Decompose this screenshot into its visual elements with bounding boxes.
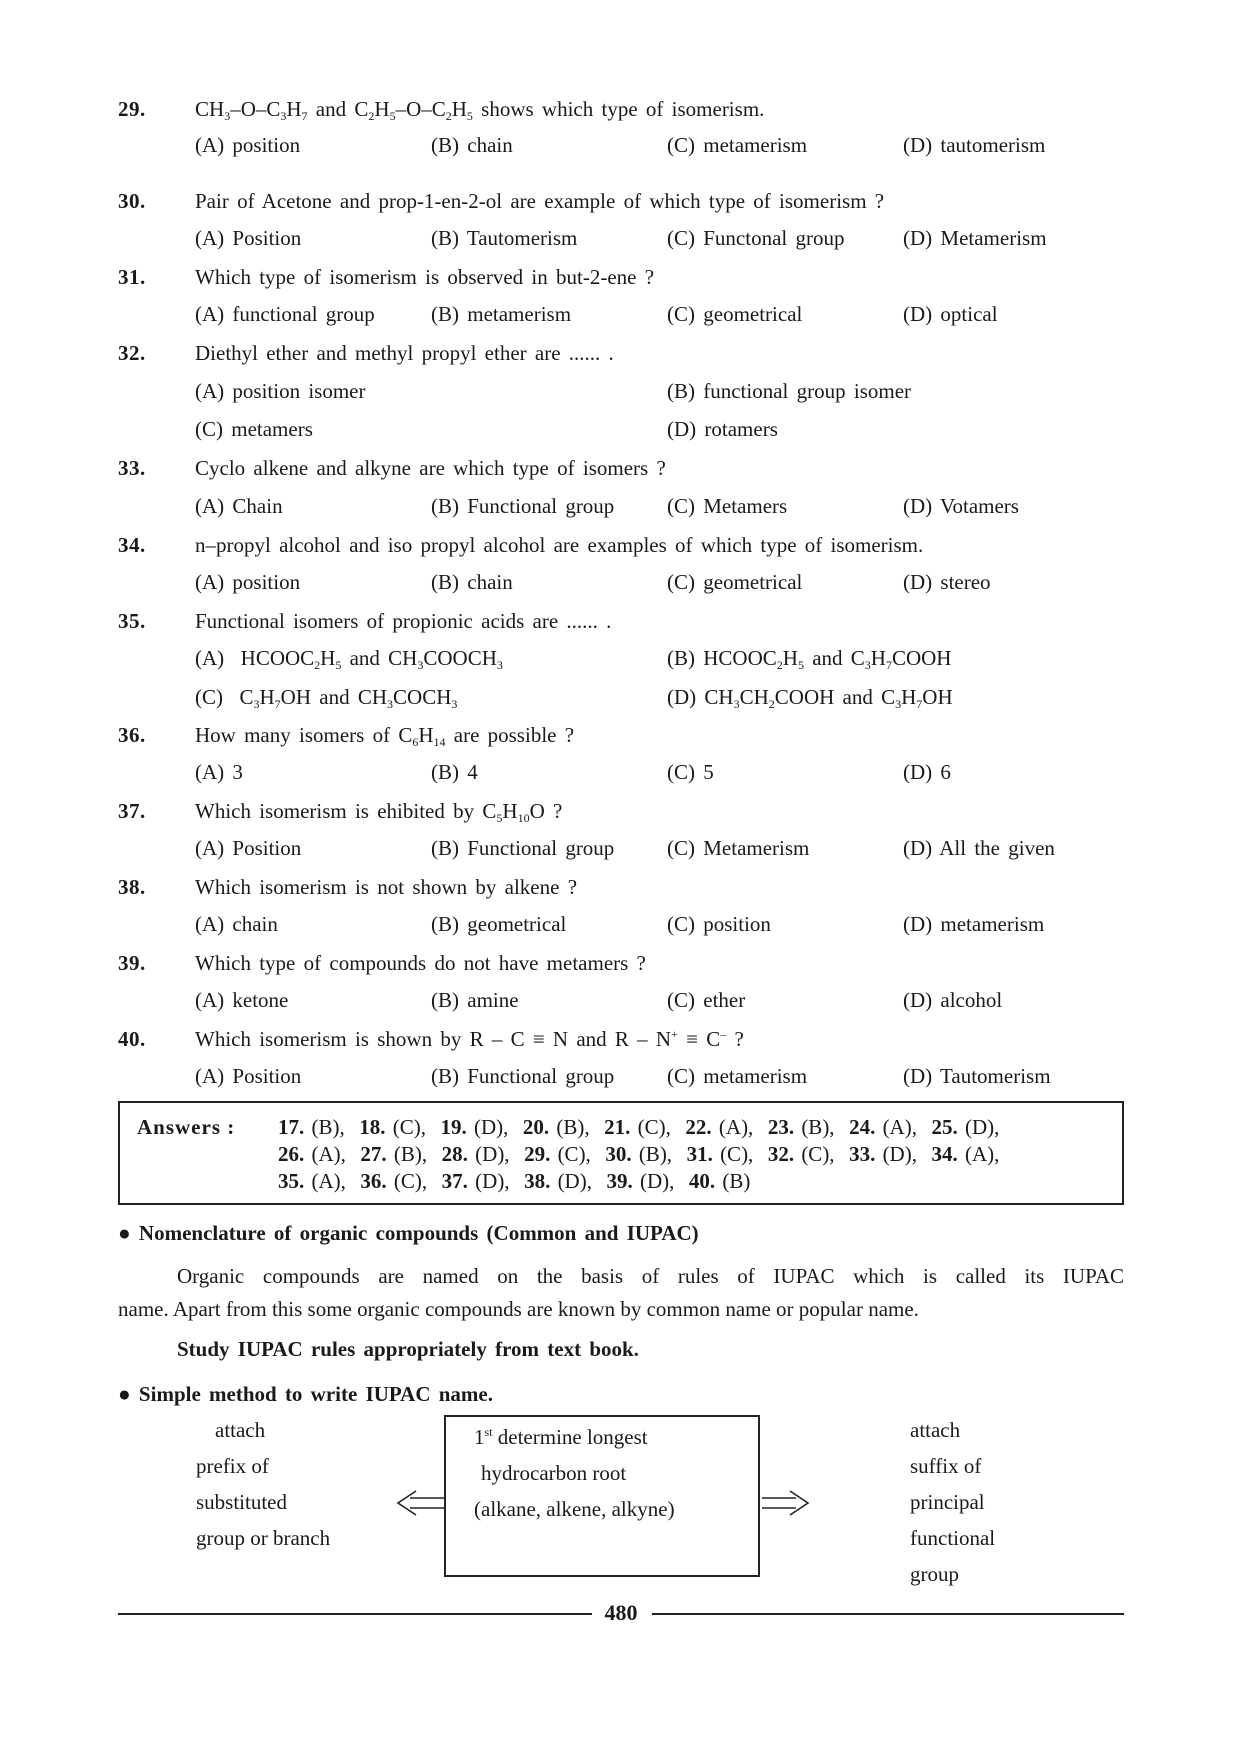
question-number: 39. [118,951,146,975]
question-number: 33. [118,456,146,480]
option-d: (D) alcohol [903,988,1003,1012]
question-text: Pair of Acetone and prop-1-en-2-ol are example of which type of isomerism ? [195,189,885,213]
options-32-row1 [195,381,1130,407]
answers-label: Answers : [137,1115,236,1139]
answer-item: 28. (D), [441,1142,510,1166]
answer-item: 18. (C), [359,1115,426,1139]
answer-item: 35. (A), [278,1169,346,1193]
option-c: (C) geometrical [667,570,803,594]
option-d: (D) Metamerism [903,226,1047,250]
option-c: (C) position [667,912,771,936]
question-text: n–propyl alcohol and iso propyl alcohol are examples of which type of isomerism. [195,533,924,557]
option-a: (A) position [195,570,301,594]
answer-item: 40. (B) [688,1169,751,1193]
question-number: 37. [118,799,146,823]
option-a: (A) position [195,133,301,157]
answer-item: 23. (B), [767,1115,835,1139]
answer-item: 36. (C), [360,1169,428,1193]
section-heading-nomenclature: ● Nomenclature of organic compounds (Common and IUPAC) [118,1221,699,1245]
question-number: 31. [118,265,146,289]
option-b: (B) Functional group [431,1064,615,1088]
option-a: (A) Position [195,226,302,250]
question-number: 38. [118,875,146,899]
option-d: (D) Tautomerism [903,1064,1051,1088]
option-d: (D) tautomerism [903,133,1046,157]
question-text: Cyclo alkene and alkyne are which type of isomers ? [195,456,666,480]
option-c: (C) metamerism [667,1064,808,1088]
paragraph-line-2: name. Apart from this some organic compounds are known by common name or popular name. [118,1297,919,1321]
question-number: 32. [118,341,146,365]
option-a: (A) 3 [195,760,243,784]
options-31 [195,304,1130,330]
option-b: (B) Functional group [431,836,615,860]
answer-line-2 [278,1144,999,1165]
option-b: (B) chain [431,133,513,157]
answer-item: 33. (D), [849,1142,917,1166]
option-d: (D) $CH_3CH_2COOH$ and $C_3H_7OH$ [667,685,953,711]
answer-item: 24. (A), [849,1115,917,1139]
answer-item: 32. (C), [767,1142,835,1166]
option-c: (C) 5 [667,760,714,784]
answer-item: 19. (D), [440,1115,509,1139]
answer-item: 27. (B), [360,1142,428,1166]
question-text: Which isomerism is ehibited by $C_5H_{10}O$ ? [195,799,563,825]
options-37 [195,838,1130,864]
option-c: (C) $C_3H_7OH$ and $CH_3COCH_3$ [195,685,458,711]
left-arrow-icon [396,1490,446,1516]
options-32-row2 [195,419,1130,445]
answer-key-box [118,1101,1124,1205]
options-35-row1 [195,648,1130,674]
option-d: (D) rotamers [667,417,778,441]
options-29 [195,135,1130,161]
option-d: (D) 6 [903,760,951,784]
answer-item: 38. (D), [524,1169,592,1193]
answer-item: 26. (A), [278,1142,346,1166]
options-33 [195,496,1130,522]
answer-line-3 [278,1171,750,1192]
options-34 [195,572,1130,598]
answer-item: 39. (D), [606,1169,675,1193]
question-number: 36. [118,723,146,747]
question-number: 40. [118,1027,146,1051]
answer-item: 31. (C), [686,1142,754,1166]
option-a: (A) Position [195,836,302,860]
question-text: Which isomerism is shown by R – C ≡ N and R – N+ ≡ C– ? [195,1027,744,1051]
answer-item: 20. (B), [522,1115,590,1139]
options-35-row2 [195,687,1130,713]
option-a: (A) $HCOOC_2H_5$ and $CH_3COOCH_3$ [195,646,503,672]
option-a: (A) chain [195,912,278,936]
answer-item: 25. (D), [931,1115,1000,1139]
option-b: (B) functional group isomer [667,379,912,403]
option-a: (A) functional group [195,302,375,326]
paragraph-line-1: Organic compounds are named on the basis of rules of IUPAC which is called its IUPAC [177,1264,1124,1288]
option-d: (D) stereo [903,570,991,594]
option-d: (D) optical [903,302,998,326]
option-a: (A) Chain [195,494,283,518]
option-c: (C) Metamers [667,494,788,518]
option-b: (B) Tautomerism [431,226,578,250]
question-text: How many isomers of $C_6H_{14}$ are possible ? [195,723,575,749]
section-heading-iupac-method: ● Simple method to write IUPAC name. [118,1382,493,1406]
nomenclature-paragraph [118,1260,1124,1326]
page-number: 480 [604,1600,638,1625]
option-d: (D) All the given [903,836,1055,860]
option-c: (C) metamerism [667,133,808,157]
question-text: Which type of compounds do not have metamers ? [195,951,646,975]
answer-item: 30. (B), [605,1142,673,1166]
option-a: (A) position isomer [195,379,366,403]
answer-item: 17. (B), [278,1115,345,1139]
root-step-box [444,1415,760,1577]
options-39 [195,990,1130,1016]
answer-item: 21. (C), [604,1115,671,1139]
suffix-description: attach suffix of principal functional group [910,1418,996,1586]
option-b: (B) 4 [431,760,478,784]
footer-rule-left [118,1613,592,1615]
question-text: Functional isomers of propionic acids are ...... . [195,609,612,633]
prefix-description: attach prefix of substituted group or branch [196,1418,331,1550]
right-arrow-icon [760,1490,810,1516]
option-d: (D) metamerism [903,912,1045,936]
question-number: 29. [118,97,146,121]
root-step-text: 1st determine longest hydrocarbon root (alkane, alkene, alkyne) [474,1425,675,1521]
question-text: Which isomerism is not shown by alkene ? [195,875,578,899]
option-a: (A) Position [195,1064,302,1088]
option-c: (C) Functonal group [667,226,845,250]
options-36 [195,762,1130,788]
option-c: (C) metamers [195,417,313,441]
option-c: (C) Metamerism [667,836,810,860]
option-d: (D) Votamers [903,494,1019,518]
option-c: (C) ether [667,988,746,1012]
question-number: 35. [118,609,146,633]
question-text: $CH_3-O-C_3H_7$ and $C_2H_5-O-C_2H_5$ shows which type of isomerism. [195,97,765,123]
option-c: (C) geometrical [667,302,803,326]
answer-item: 22. (A), [685,1115,754,1139]
answer-item: 29. (C), [524,1142,591,1166]
options-30 [195,228,1130,254]
question-text: Diethyl ether and methyl propyl ether are ...... . [195,341,614,365]
question-number: 30. [118,189,146,213]
answer-item: 34. (A), [931,1142,1000,1166]
options-40 [195,1066,1130,1092]
answer-line-1 [278,1117,999,1138]
question-number: 34. [118,533,146,557]
study-note: Study IUPAC rules appropriately from text book. [177,1337,639,1361]
option-b: (B) $HCOOC_2H_5$ and $C_3H_7COOH$ [667,646,952,672]
option-a: (A) ketone [195,988,289,1012]
option-b: (B) metamerism [431,302,572,326]
footer-rule-right [652,1613,1124,1615]
question-text: Which type of isomerism is observed in but-2-ene ? [195,265,655,289]
option-b: (B) geometrical [431,912,567,936]
options-38 [195,914,1130,940]
option-b: (B) amine [431,988,519,1012]
option-b: (B) Functional group [431,494,615,518]
answer-item: 37. (D), [441,1169,510,1193]
option-b: (B) chain [431,570,513,594]
